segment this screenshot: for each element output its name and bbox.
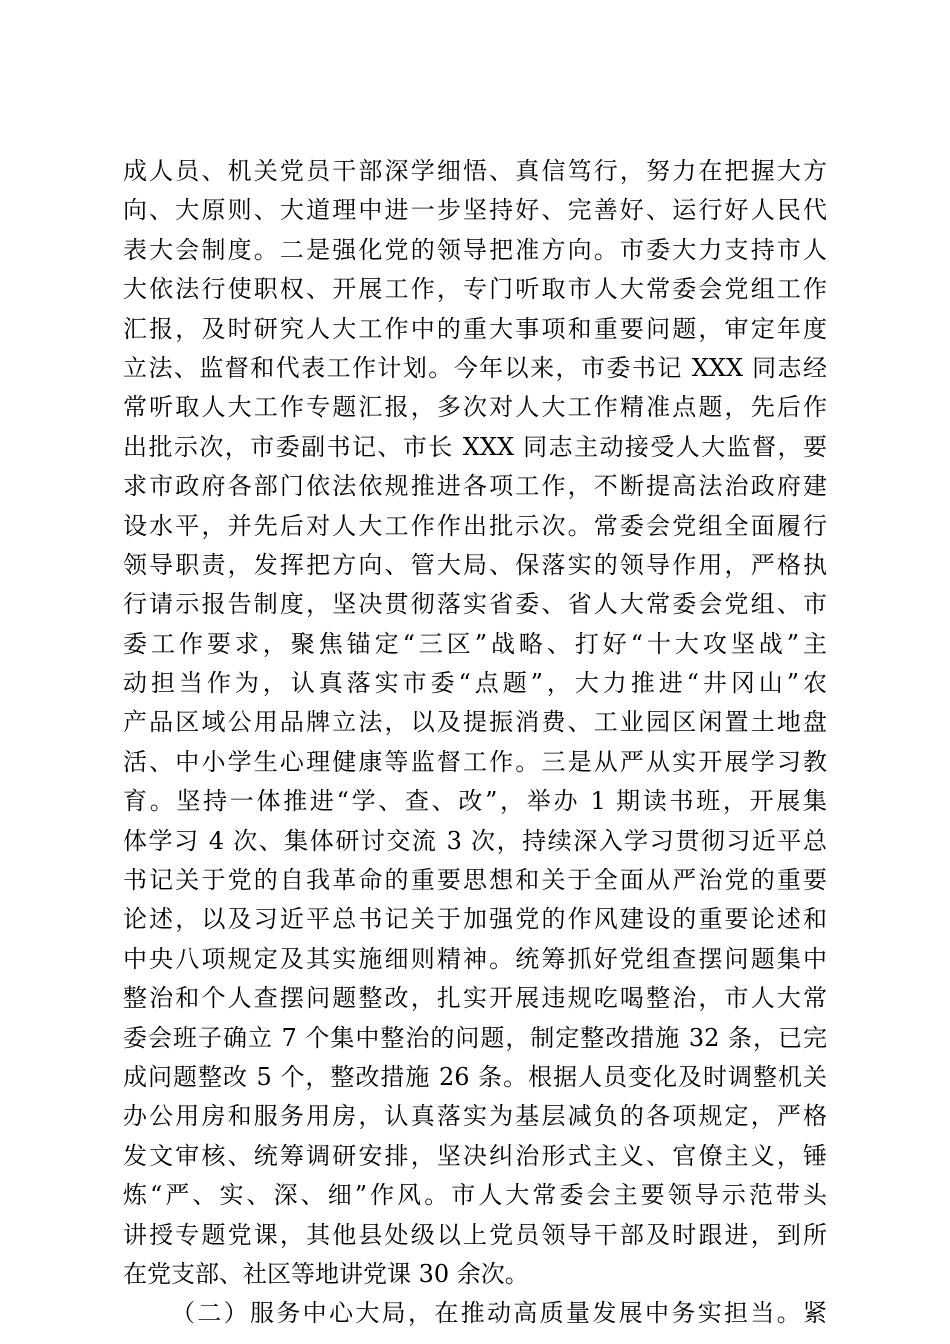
text-line: 活、中小学生心理健康等监督工作。三是从严从实开展学习教 [123,747,827,776]
text-line: 求市政府各部门依法依规推进各项工作，不断提高法治政府建 [123,472,827,501]
section-heading-line: （二）服务中心大局，在推动高质量发展中务实担当。紧 [171,1299,827,1328]
text-line: 常听取人大工作专题汇报，多次对人大工作精准点题，先后作 [123,393,827,422]
body-text [123,152,827,1334]
text-line: 讲授专题党课，其他县处级以上党员领导干部及时跟进，到所 [123,1220,827,1249]
text-line: 发文审核、统筹调研安排，坚决纠治形式主义、官僚主义，锤 [123,1141,827,1170]
text-line: 论述，以及习近平总书记关于加强党的作风建设的重要论述和 [123,905,827,934]
text-line: 大依法行使职权、开展工作，专门听取市人大常委会党组工作 [123,275,827,304]
text-line: 书记关于党的自我革命的重要思想和关于全面从严治党的重要 [123,866,827,895]
text-line: 表大会制度。二是强化党的领导把准方向。市委大力支持市人 [123,235,827,264]
text-line: 委会班子确立 7 个集中整治的问题，制定整改措施 32 条，已完 [123,1023,827,1052]
text-line: 委工作要求，聚焦锚定“三区”战略、打好“十大攻坚战”主 [123,629,827,658]
text-line: 体学习 4 次、集体研讨交流 3 次，持续深入学习贯彻习近平总 [123,826,827,855]
text-line: 向、大原则、大道理中进一步坚持好、完善好、运行好人民代 [123,196,827,225]
text-line: 成人员、机关党员干部深学细悟、真信笃行，努力在把握大方 [123,157,827,185]
text-line: 整治和个人查摆问题整改，扎实开展违规吃喝整治，市人大常 [123,984,827,1013]
text-line: 设水平，并先后对人大工作作出批示次。常委会党组全面履行 [123,511,827,540]
text-line: 成问题整改 5 个，整改措施 26 条。根据人员变化及时调整机关 [123,1062,827,1091]
text-line: 办公用房和服务用房，认真落实为基层减负的各项规定，严格 [123,1102,827,1131]
text-line: 出批示次，市委副书记、市长 XXX 同志主动接受人大监督，要 [123,432,827,461]
text-line: 汇报，及时研究人大工作中的重大事项和重要问题，审定年度 [123,314,827,343]
text-line: 在党支部、社区等地讲党课 30 余次。 [123,1259,529,1288]
text-line: 中央八项规定及其实施细则精神。统筹抓好党组查摆问题集中 [123,944,827,973]
text-line: 炼“严、实、深、细”作风。市人大常委会主要领导示范带头 [123,1181,827,1210]
text-line: 育。坚持一体推进“学、查、改”，举办 1 期读书班，开展集 [123,787,827,816]
text-line: 立法、监督和代表工作计划。今年以来，市委书记 XXX 同志经 [123,353,827,382]
text-line: 产品区域公用品牌立法，以及提振消费、工业园区闲置土地盘 [123,708,827,737]
text-line: 领导职责，发挥把方向、管大局、保落实的领导作用，严格执 [123,550,827,579]
text-line: 行请示报告制度，坚决贯彻落实省委、省人大常委会党组、市 [123,590,827,619]
text-line: 动担当作为，认真落实市委“点题”，大力推进“井冈山”农 [123,669,827,698]
